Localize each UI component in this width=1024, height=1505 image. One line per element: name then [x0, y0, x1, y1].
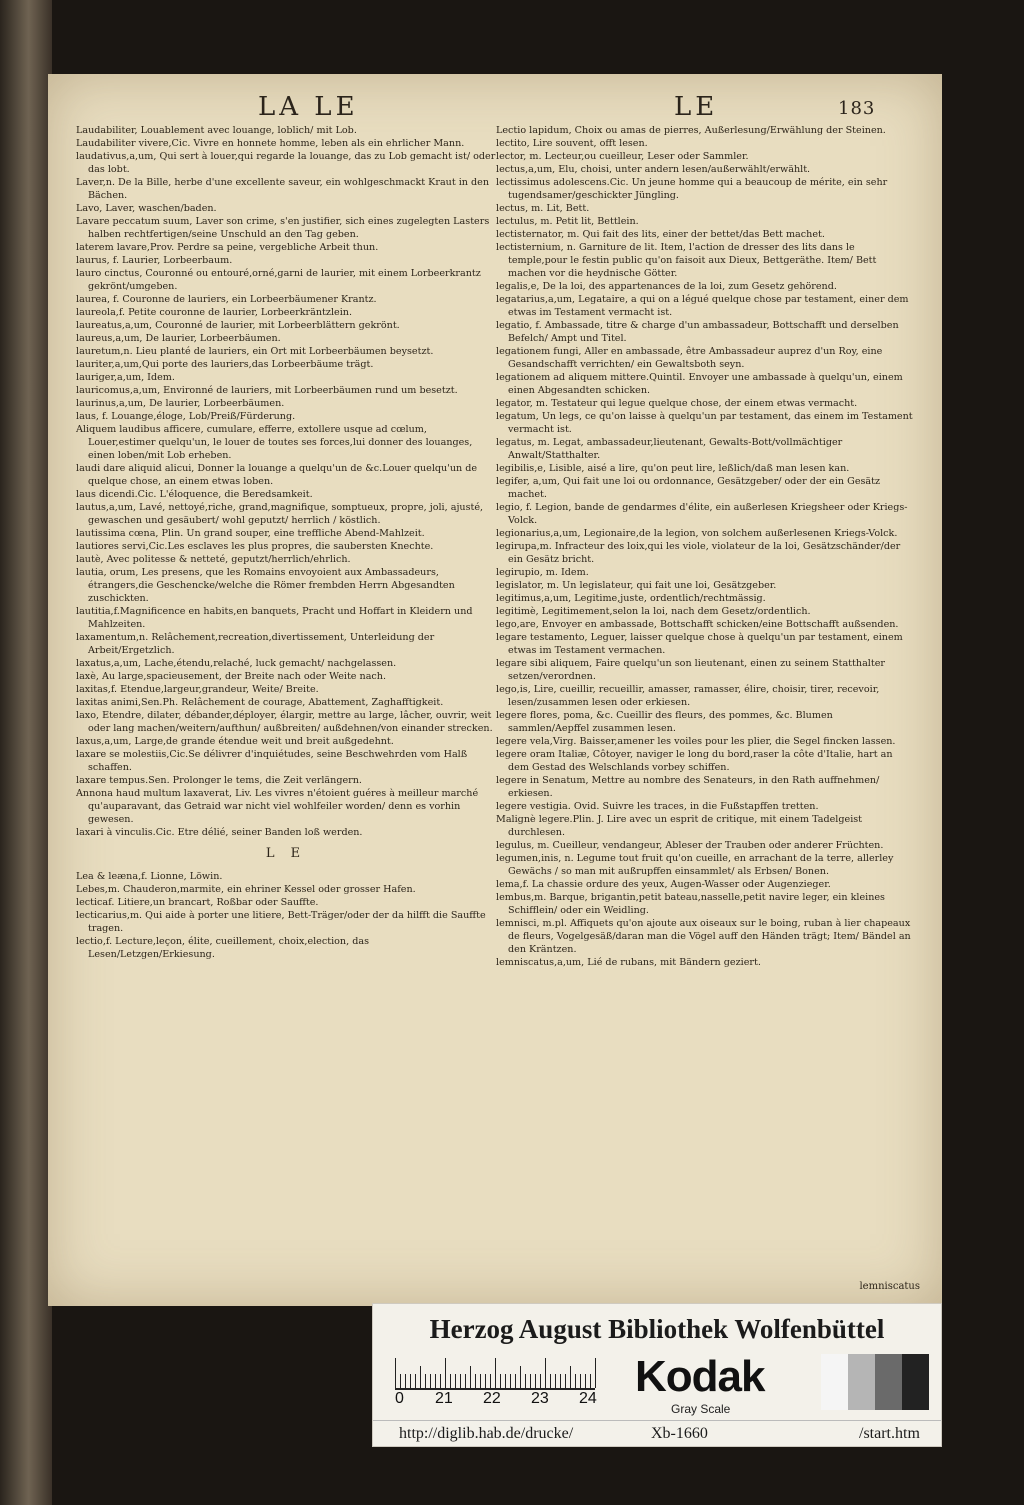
dictionary-entry: legere flores, poma, &c. Cueillir des fleurs, des pommes, &c. Blumen sammlen/Aepffel zusammen lesen. [496, 710, 833, 734]
dictionary-entry: Lavare peccatum suum, Laver son crime, s'en justifier, sich eines zugelegten Lasters halben rechtfertigen/seine Unschuld an den Tag geben. [76, 216, 490, 240]
ruler-tick [550, 1374, 551, 1388]
dictionary-entry: legere vestigia. Ovid. Suivre les traces, in die Fußstapffen tretten. [496, 801, 819, 812]
dictionary-entry: laureus,a,um, De laurier, Lorbeerbäumen. [76, 333, 281, 344]
dictionary-entry: lauricomus,a,um, Environné de lauriers, mit Lorbeerbäumen rund um besetzt. [76, 385, 458, 396]
dictionary-entry: legationem fungi, Aller en ambassade, être Ambassadeur auprez d'un Roy, eine Gesandschafft verrichten/ ein Gewaltsboth seyn. [496, 346, 883, 370]
dictionary-entry: legere vela,Virg. Baisser,amener les voiles pour les plier, die Segel fincken lassen. [496, 736, 896, 747]
section-heading: L E [265, 846, 307, 861]
ruler-tick [420, 1366, 421, 1388]
running-header-left: LA LE [258, 92, 359, 122]
ruler-number: 23 [531, 1390, 549, 1407]
ruler-tick [570, 1366, 571, 1388]
ruler-tick [425, 1374, 426, 1388]
dictionary-entry: Lebes,m. Chauderon,marmite, ein ehriner Kessel oder grosser Hafen. [76, 884, 416, 895]
ruler-tick [405, 1374, 406, 1388]
dictionary-entry: legatio, f. Ambassade, titre & charge d'un ambassadeur, Bottschafft und derselben Befelch/ Ampt und Titel. [496, 320, 899, 344]
ruler-numbers [395, 1390, 625, 1408]
ruler-tick [590, 1374, 591, 1388]
dictionary-entry: lauretum,n. Lieu planté de lauriers, ein Ort mit Lorbeerbäumen beysetzt. [76, 346, 434, 357]
dictionary-entry: legere in Senatum, Mettre au nombre des Senateurs, in den Rath auffnehmen/ erkiesen. [496, 775, 880, 799]
dictionary-entry: legitimus,a,um, Legitime,juste, ordentlich/rechtmässig. [496, 593, 766, 604]
ruler-tick [440, 1374, 441, 1388]
dictionary-entry: legare testamento, Leguer, laisser quelque chose à quelqu'un par testament, einem etwas im Testament vermachen. [496, 632, 903, 656]
ruler-tick [530, 1374, 531, 1388]
dictionary-entry: laus, f. Louange,éloge, Lob/Preiß/Fürderung. [76, 411, 296, 422]
ruler-tick [445, 1358, 446, 1388]
gray-patch [821, 1354, 848, 1410]
dictionary-entry: legatum, Un legs, ce qu'on laisse à quelqu'un par testament, das einem im Testament vermacht ist. [496, 411, 913, 435]
dictionary-entry: lectisternator, m. Qui fait des lits, einer der bettet/das Bett machet. [496, 229, 825, 240]
ruler-tick [560, 1374, 561, 1388]
ruler-tick [500, 1374, 501, 1388]
library-title: Herzog August Bibliothek Wolfenbüttel [429, 1314, 885, 1344]
ruler-number: 24 [579, 1390, 597, 1407]
ruler-tick [510, 1374, 511, 1388]
dictionary-entry: legifer, a,um, Qui fait une loi ou ordonnance, Gesätzgeber/ oder der ein Gesätz machet. [496, 476, 881, 500]
ruler-tick [395, 1358, 396, 1388]
dictionary-entry: lectisternium, n. Garniture de lit. Item, l'action de dresser des lits dans le temple,pour le festin public qu'on faisoit aux Dieux, Bettgeräthe. Item/ Bett machen vor die heydnische Götter. [496, 242, 877, 279]
ruler-tick [575, 1374, 576, 1388]
dictionary-entry: legalis,e, De la loi, des appartenances de la loi, zum Gesetz gehörend. [496, 281, 837, 292]
gray-patch [902, 1354, 929, 1410]
ruler-tick [535, 1374, 536, 1388]
dictionary-entry: lego,is, Lire, cueillir, recueillir, amasser, ramasser, élire, choisir, tirer, recevoir, lesen/zusammen lesen oder erkiesen. [496, 684, 880, 708]
dictionary-entry: legitimè, Legitimement,selon la loi, nach dem Gesetz/ordentlich. [496, 606, 811, 617]
book-page [48, 74, 942, 1306]
dictionary-entry: Lectio lapidum, Choix ou amas de pierres, Außerlesung/Erwählung der Steinen. [496, 125, 886, 136]
card-footer [373, 1420, 941, 1447]
dictionary-entry: laudativus,a,um, Qui sert à louer,qui regarde la louange, das zu Lob gemacht ist/ oder das lobt. [76, 151, 496, 175]
ruler-tick [580, 1374, 581, 1388]
dictionary-entry: laxari à vinculis.Cic. Etre délié, seiner Banden loß werden. [76, 827, 363, 838]
ruler-tick [490, 1374, 491, 1388]
gray-patch [848, 1354, 875, 1410]
dictionary-entry: lecticaf. Litiere,un brancart, Roßbar oder Sauffte. [76, 897, 319, 908]
dictionary-entry: lautè, Avec politesse & netteté, geputzt/herrlich/ehrlich. [76, 554, 351, 565]
dictionary-entry: laurea, f. Couronne de lauriers, ein Lorbeerbäumener Krantz. [76, 294, 377, 305]
ruler-tick [460, 1374, 461, 1388]
dictionary-entry: Laudabiliter, Louablement avec louange, loblich/ mit Lob. [76, 125, 357, 136]
right-entries [496, 124, 916, 969]
ruler-tick [430, 1374, 431, 1388]
dictionary-entry: Lea & leæna,f. Lionne, Löwin. [76, 871, 223, 882]
ruler-tick [480, 1374, 481, 1388]
dictionary-entry: laxare tempus.Sen. Prolonger le tems, die Zeit verlängern. [76, 775, 362, 786]
ruler-tick [415, 1374, 416, 1388]
dictionary-entry: Annona haud multum laxaverat, Liv. Les vivres n'étoient guéres à meilleur marché qu'auparavant, das Getraid war nicht viel wohlfeiler worden/ denn es vorhin gewesen. [76, 788, 479, 825]
dictionary-entry: laudi dare aliquid alicui, Donner la louange a quelqu'un de &c.Louer quelqu'un de quelque chose, an einem etwas loben. [76, 463, 478, 487]
ruler-tick [400, 1374, 401, 1388]
page-number: 183 [838, 98, 876, 119]
url-right: /start.htm [859, 1425, 920, 1442]
dictionary-entry: legislator, m. Un legislateur, qui fait une loi, Gesätzgeber. [496, 580, 777, 591]
ruler-tick [470, 1366, 471, 1388]
dictionary-entry: lectissimus adolescens.Cic. Un jeune homme qui a beaucoup de mérite, ein sehr tugendsamer/geschickter Jüngling. [496, 177, 888, 201]
dictionary-entry: laurus, f. Laurier, Lorbeerbaum. [76, 255, 233, 266]
dictionary-entry: Laudabiliter vivere,Cic. Vivre en honnete homme, leben als ein ehrlicher Mann. [76, 138, 465, 149]
dictionary-entry: lauriter,a,um,Qui porte des lauriers,das Lorbeerbäume trägt. [76, 359, 374, 370]
ruler-number: 22 [483, 1390, 501, 1407]
dictionary-entry: laxè, Au large,spacieusement, der Breite nach oder Weite nach. [76, 671, 387, 682]
dictionary-entry: legumen,inis, n. Legume tout fruit qu'on cueille, en arrachant de la terre, allerley Gewächs / so man mit außrupffen einsammlet/ als Erbsen/ Bonen. [496, 853, 894, 877]
dictionary-entry: Laver,n. De la Bille, herbe d'une excellente saveur, ein wohlgeschmackt Kraut in den Bächen. [76, 177, 490, 201]
dictionary-entry: laxus,a,um, Large,de grande étendue weit und breit außgedehnt. [76, 736, 394, 747]
ruler-number: 21 [435, 1390, 453, 1407]
dictionary-entry: laxitas,f. Etendue,largeur,grandeur, Weite/ Breite. [76, 684, 319, 695]
gray-scale-patches [821, 1354, 929, 1410]
dictionary-entry: lembus,m. Barque, brigantin,petit bateau,nasselle,petit navire leger, ein kleines Schifflein/ oder ein Weidling. [496, 892, 885, 916]
library-color-card [372, 1303, 942, 1447]
dictionary-entry: lauriger,a,um, Idem. [76, 372, 175, 383]
running-header-right: LE [674, 92, 719, 122]
ruler-number: 0 [395, 1390, 404, 1407]
dictionary-entry: legator, m. Testateur qui legue quelque chose, der einem etwas vermacht. [496, 398, 858, 409]
dictionary-entry: lautiores servi,Cic.Les esclaves les plus propres, die saubersten Knechte. [76, 541, 434, 552]
dictionary-entry: laurinus,a,um, De laurier, Lorbeerbäumen. [76, 398, 285, 409]
ruler-tick [515, 1374, 516, 1388]
dictionary-entry: legere oram Italiæ, Côtoyer, naviger le long du bord,raser la côte d'Italie, hart an dem Gestad des Welschlands vorbey schiffen. [496, 749, 893, 773]
dictionary-entry: lautia, orum, Les presens, que les Romains envoyoient aux Ambassadeurs, étrangers,die Geschencke/welche die Römer frembden Herrn Abgesandten zuschickten. [76, 567, 455, 604]
dictionary-entry: laxo, Etendre, dilater, débander,déployer, élargir, mettre au large, lâcher, ouvrir, weit oder lang machen/weitern/aufthun/ außbreiten/ außdehnen/von einander strecken. [76, 710, 493, 734]
ruler-tick [540, 1374, 541, 1388]
dictionary-entry: lautissima cœna, Plin. Un grand souper, eine treffliche Abend-Mahlzeit. [76, 528, 425, 539]
ruler-tick [525, 1374, 526, 1388]
dictionary-entry: Malignè legere.Plin. J. Lire avec un esprit de critique, mit einem Tadelgeist durchlesen. [496, 814, 863, 838]
ruler-tick [465, 1374, 466, 1388]
dictionary-entry: laureola,f. Petite couronne de laurier, Lorbeerkräntzlein. [76, 307, 352, 318]
ruler-tick [475, 1374, 476, 1388]
dictionary-entry: lector, m. Lecteur,ou cueilleur, Leser oder Sammler. [496, 151, 749, 162]
left-entries [76, 124, 496, 961]
dictionary-entry: lemnisci, m.pl. Affiquets qu'on ajoute aux oiseaux sur le boing, ruban à lier chapeaux de fleurs, Vogelgesäß/daran man die Vögel auff den Händen trägt; Item/ Bändel an den Kräntzen. [496, 918, 911, 955]
dictionary-entry: lautus,a,um, Lavé, nettoyé,riche, grand,magnifique, somptueux, propre, joli, ajusté, gewaschen und gesäubert/ wohl geputzt/ herrlich / köstlich. [76, 502, 484, 526]
ruler-tick [505, 1374, 506, 1388]
dictionary-entry: laxatus,a,um, Lache,étendu,relaché, luck gemacht/ nachgelassen. [76, 658, 397, 669]
dictionary-entry: legibilis,e, Lisible, aisé a lire, qu'on peut lire, leßlich/daß man lesen kan. [496, 463, 850, 474]
dictionary-entry: lectito, Lire souvent, offt lesen. [496, 138, 648, 149]
dictionary-entry: legatarius,a,um, Legataire, a qui on a légué quelque chose par testament, einer dem etwas im Testament vermacht ist. [496, 294, 909, 318]
dictionary-entry: lectulus, m. Petit lit, Bettlein. [496, 216, 639, 227]
previous-page-edge [0, 0, 52, 1505]
ruler-tick [410, 1374, 411, 1388]
dictionary-entry: lautitia,f.Magnificence en habits,en banquets, Pracht und Hoffart in Kleidern und Mahlzeiten. [76, 606, 473, 630]
dictionary-entry: laterem lavare,Prov. Perdre sa peine, vergebliche Arbeit thun. [76, 242, 379, 253]
dictionary-entry: legirupa,m. Infracteur des loix,qui les viole, violateur de la loi, Gesätzschänder/der ein Gesätz bricht. [496, 541, 901, 565]
scale-ruler [395, 1352, 595, 1390]
dictionary-entry: lego,are, Envoyer en ambassade, Bottschafft schicken/eine Bottschafft außsenden. [496, 619, 899, 630]
dictionary-entry: laus dicendi.Cic. L'éloquence, die Beredsamkeit. [76, 489, 313, 500]
dictionary-entry: lectus,a,um, Elu, choisi, unter andern lesen/außerwählt/erwählt. [496, 164, 811, 175]
url-left: http://diglib.hab.de/drucke/ [399, 1425, 574, 1442]
ruler-tick [565, 1374, 566, 1388]
ruler-tick [555, 1374, 556, 1388]
dictionary-entry: legionarius,a,um, Legionaire,de la legion, von solchem außerlesenen Kriegs-Volck. [496, 528, 898, 539]
ruler-tick [585, 1374, 586, 1388]
dictionary-entry: laxitas animi,Sen.Ph. Relâchement de courage, Abattement, Zaghafftigkeit. [76, 697, 444, 708]
ruler-tick [520, 1366, 521, 1388]
gray-patch [875, 1354, 902, 1410]
dictionary-entry: lectio,f. Lecture,leçon, élite, cueillement, choix,election, das Lesen/Letzgen/Erkiesung. [76, 936, 369, 960]
catchword: lemniscatus [859, 1281, 920, 1292]
ruler-tick [485, 1374, 486, 1388]
ruler-tick [545, 1358, 546, 1388]
dictionary-entry: lemniscatus,a,um, Lié de rubans, mit Bändern geziert. [496, 957, 761, 968]
dictionary-entry: legirupio, m. Idem. [496, 567, 589, 578]
kodak-logo: Kodak [635, 1352, 765, 1401]
dictionary-entry: legulus, m. Cueilleur, vendangeur, Ableser der Trauben oder anderer Früchten. [496, 840, 884, 851]
ruler-tick [435, 1374, 436, 1388]
dictionary-entry: laureatus,a,um, Couronné de laurier, mit Lorbeerblättern gekrönt. [76, 320, 400, 331]
dictionary-entry: legationem ad aliquem mittere.Quintil. Envoyer une ambassade à quelqu'un, einem einen Abgesandten schicken. [496, 372, 903, 396]
ruler-tick [595, 1358, 596, 1388]
dictionary-entry: legio, f. Legion, bande de gendarmes d'élite, ein außerlesen Kriegsheer oder Kriegs-Volck. [496, 502, 908, 526]
shelfmark: Xb-1660 [651, 1425, 708, 1442]
dictionary-entry: Lavo, Laver, waschen/baden. [76, 203, 217, 214]
dictionary-entry: lecticarius,m. Qui aide à porter une litiere, Bett-Träger/oder der da hilfft die Sauffte tragen. [76, 910, 486, 934]
ruler-tick [455, 1374, 456, 1388]
gray-scale-label: Gray Scale [671, 1402, 731, 1416]
dictionary-entry: lectus, m. Lit, Bett. [496, 203, 590, 214]
dictionary-entry: laxamentum,n. Relâchement,recreation,divertissement, Unterleidung der Arbeit/Ergetzlich. [76, 632, 435, 656]
dictionary-entry: laxare se molestiis,Cic.Se délivrer d'inquiétudes, seine Beschwehrden vom Halß schaffen. [76, 749, 468, 773]
dictionary-entry: legare sibi aliquem, Faire quelqu'un son lieutenant, einen zu seinem Statthalter setzen/verordnen. [496, 658, 885, 682]
dictionary-entry: Aliquem laudibus afficere, cumulare, efferre, extollere usque ad cœlum, Louer,estimer quelqu'un, le louer de toutes ses forces,lui donner des louanges, einen loben/mit Lob erheben. [76, 424, 473, 461]
ruler-tick [450, 1374, 451, 1388]
ruler-tick [495, 1358, 496, 1388]
dictionary-entry: lauro cinctus, Couronné ou entouré,orné,garni de laurier, mit einem Lorbeerkrantz gekrönt/umgeben. [76, 268, 481, 292]
dictionary-entry: lema,f. La chassie ordure des yeux, Augen-Wasser oder Augenzieger. [496, 879, 831, 890]
dictionary-entry: legatus, m. Legat, ambassadeur,lieutenant, Gewalts-Bott/vollmächtiger Anwalt/Statthalter. [496, 437, 843, 461]
